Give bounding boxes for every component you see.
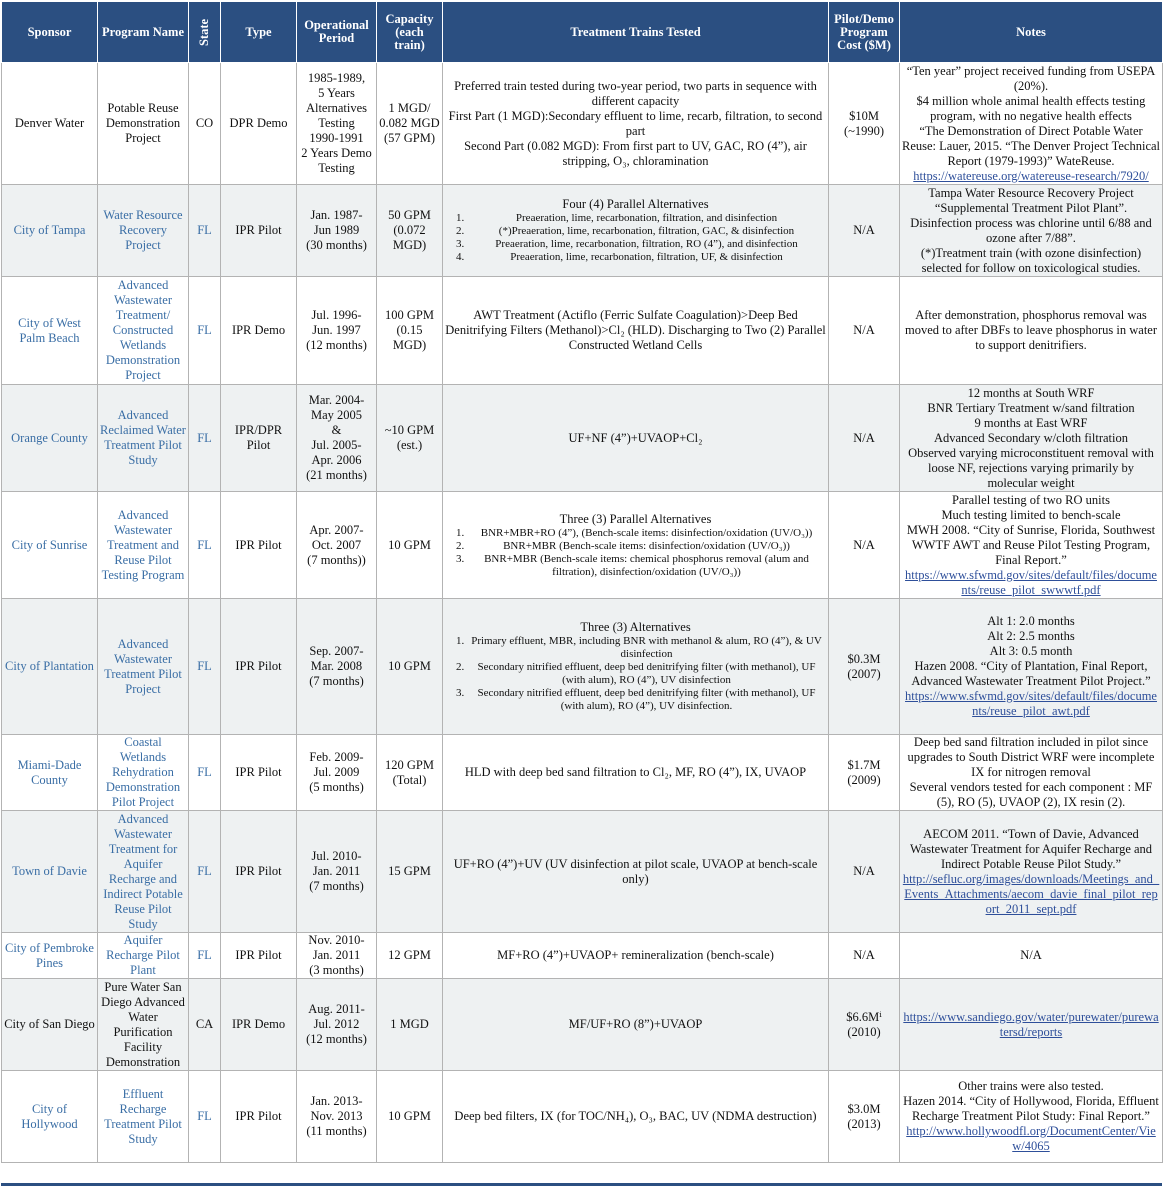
cell-program-name: Water Resource Recovery Project xyxy=(98,185,189,277)
cell-capacity: 1 MGD xyxy=(377,979,443,1071)
cell-treatment: MF/UF+RO (8”)+UVAOP xyxy=(443,979,829,1071)
table-bottom-rule xyxy=(1,1183,1162,1186)
cell-period: Apr. 2007- Oct. 2007 (7 months)) xyxy=(297,492,377,599)
cell-notes: After demonstration, phosphorus removal was moved to after DBFs to leave phosphorus in water to support denitrifiers. xyxy=(900,277,1163,385)
cell-treatment: Preferred train tested during two-year period, two parts in sequence with different capacity First Part (1 MGD):Secondary effluent to lime, recarb, filtration, to second part Second Part (0.082 MGD): From first part to UV, GAC, RO (4”), air stripping, O₃, chloramination xyxy=(443,63,829,185)
cell-program-name: Advanced Wastewater Treatment for Aquifer Recharge and Indirect Potable Reuse Pilot Study xyxy=(98,811,189,933)
cell-treatment: MF+RO (4”)+UVAOP+ remineralization (bench-scale) xyxy=(443,933,829,979)
cell-program-name: Advanced Wastewater Treatment/ Constructed Wetlands Demonstration Project xyxy=(98,277,189,385)
cell-cost: N/A xyxy=(829,385,900,492)
list-item: 2. BNR+MBR (Bench-scale items: disinfection/oxidation (UV/O₃)) xyxy=(467,540,826,553)
notes-link[interactable]: https://www.sandiego.gov/water/purewater/purewatersd/reports xyxy=(903,1009,1159,1039)
cell-program-name: Aquifer Recharge Pilot Plant xyxy=(98,933,189,979)
cell-state: FL xyxy=(189,385,221,492)
table-row xyxy=(2,63,1163,185)
header-type: Type xyxy=(221,2,297,63)
cell-treatment: UF+RO (4”)+UV (UV disinfection at pilot scale, UVAOP at bench-scale only) xyxy=(443,811,829,933)
cell-cost: $10M (~1990) xyxy=(829,63,900,185)
cell-notes: Tampa Water Resource Recovery Project “Supplemental Treatment Pilot Plant”. Disinfection process was chlorine until 6/88 and ozone after 7/88”. (*)Treatment train (with ozone disinfection) selected for follow on toxicological studies. xyxy=(900,185,1163,277)
cell-capacity: 12 GPM xyxy=(377,933,443,979)
cell-type: IPR Demo xyxy=(221,979,297,1071)
cell-program-name: Coastal Wetlands Rehydration Demonstration Pilot Project xyxy=(98,735,189,811)
cell-cost: N/A xyxy=(829,277,900,385)
cell-program-name: Effluent Recharge Treatment Pilot Study xyxy=(98,1071,189,1163)
table-row xyxy=(2,277,1163,385)
table-row xyxy=(2,1071,1163,1163)
cell-state: FL xyxy=(189,1071,221,1163)
cell-period: Feb. 2009- Jul. 2009 (5 months) xyxy=(297,735,377,811)
cell-sponsor: Miami-Dade County xyxy=(2,735,98,811)
cell-treatment: Three (3) Alternatives 1. Primary effluent, MBR, including BNR with methanol & alum, RO (4”), & UV disinfection 2. Secondary nitrified effluent, deep bed denitrifying filter (with methanol), UF (with alum), RO (4”), UV disinfection 3. Secondary nitrified effluent, deep bed denitrifying filter (with methanol), UF (with alum), RO (4”), UV disinfection. xyxy=(443,599,829,735)
header-cost: Pilot/Demo Program Cost ($M) xyxy=(829,2,900,63)
cell-type: IPR Pilot xyxy=(221,735,297,811)
table-row xyxy=(2,933,1163,979)
cell-state: FL xyxy=(189,277,221,385)
cell-state: FL xyxy=(189,599,221,735)
cell-notes: “Ten year” project received funding from USEPA (20%). $4 million whole animal health effects testing program, with no negative health effects “The Demonstration of Direct Potable Water Reuse: Lauer, 2015. “The Denver Project Technical Report (1979-1993)” WateReuse. https://watereuse.org/watereuse-research/7920/ xyxy=(900,63,1163,185)
list-item: 3. Secondary nitrified effluent, deep bed denitrifying filter (with methanol), UF (with alum), RO (4”), UV disinfection. xyxy=(467,687,826,713)
cell-notes: Alt 1: 2.0 months Alt 2: 2.5 months Alt 3: 0.5 month Hazen 2008. “City of Plantation, Final Report, Advanced Wastewater Treatment Pilot Project.” https://www.sfwmd.gov/sites/default/files/documents/reuse_pilot_awt.pdf xyxy=(900,599,1163,735)
notes-link[interactable]: https://www.sfwmd.gov/sites/default/files/documents/reuse_pilot_swwwtf.pdf xyxy=(905,567,1157,597)
cell-sponsor: City of Pembroke Pines xyxy=(2,933,98,979)
cell-program-name: Advanced Wastewater Treatment and Reuse Pilot Testing Program xyxy=(98,492,189,599)
cell-state: FL xyxy=(189,735,221,811)
cell-sponsor: City of Tampa xyxy=(2,185,98,277)
notes-link[interactable]: http://www.hollywoodfl.org/DocumentCenter/View/4065 xyxy=(906,1124,1156,1153)
cell-type: IPR Pilot xyxy=(221,811,297,933)
cell-period: Jul. 2010- Jan. 2011 (7 months) xyxy=(297,811,377,933)
cell-state: FL xyxy=(189,185,221,277)
cell-period: Jan. 2013- Nov. 2013 (11 months) xyxy=(297,1071,377,1163)
list-item: 3. BNR+MBR (Bench-scale items: chemical phosphorus removal (alum and filtration), disinfection/oxidation (UV/O₃)) xyxy=(467,553,826,579)
table-row xyxy=(2,185,1163,277)
list-item: 2. Secondary nitrified effluent, deep bed denitrifying filter (with methanol), UF (with alum), RO (4”), UV disinfection xyxy=(467,661,826,687)
list-item: 2. (*)Preaeration, lime, recarbonation, filtration, GAC, & disinfection xyxy=(467,225,826,238)
header-operational-period: Operational Period xyxy=(297,2,377,63)
cell-program-name: Advanced Reclaimed Water Treatment Pilot Study xyxy=(98,385,189,492)
cell-sponsor: Orange County xyxy=(2,385,98,492)
table-row xyxy=(2,385,1163,492)
cell-notes: N/A xyxy=(900,933,1163,979)
cell-capacity: 1 MGD/ 0.082 MGD (57 GPM) xyxy=(377,63,443,185)
cell-type: IPR Demo xyxy=(221,277,297,385)
cell-state: FL xyxy=(189,811,221,933)
header-treatment-trains: Treatment Trains Tested xyxy=(443,2,829,63)
cell-capacity: 15 GPM xyxy=(377,811,443,933)
table-row xyxy=(2,599,1163,735)
cell-cost: N/A xyxy=(829,492,900,599)
cell-sponsor: City of Plantation xyxy=(2,599,98,735)
cell-sponsor: City of Sunrise xyxy=(2,492,98,599)
cell-period: Nov. 2010- Jan. 2011 (3 months) xyxy=(297,933,377,979)
cell-cost: $3.0M (2013) xyxy=(829,1071,900,1163)
header-sponsor: Sponsor xyxy=(2,2,98,63)
cell-cost: N/A xyxy=(829,811,900,933)
table-row xyxy=(2,979,1163,1071)
cell-sponsor: City of San Diego xyxy=(2,979,98,1071)
list-item: 4. Preaeration, lime, recarbonation, filtration, UF, & disinfection xyxy=(467,251,826,264)
cell-notes: Parallel testing of two RO units Much testing limited to bench-scale MWH 2008. “City of Sunrise, Florida, Southwest WWTF AWT and Reuse Pilot Testing Program, Final Report.” https://www.sfwmd.gov/sites/default/files/documents/reuse_pilot_swwwtf.pdf xyxy=(900,492,1163,599)
cell-state: FL xyxy=(189,933,221,979)
cell-type: IPR Pilot xyxy=(221,599,297,735)
cell-period: Jul. 1996- Jun. 1997 (12 months) xyxy=(297,277,377,385)
header-capacity: Capacity (each train) xyxy=(377,2,443,63)
header-program-name: Program Name xyxy=(98,2,189,63)
notes-link[interactable]: https://www.sfwmd.gov/sites/default/files/documents/reuse_pilot_awt.pdf xyxy=(905,689,1157,718)
cell-cost: $6.6Mⁱ (2010) xyxy=(829,979,900,1071)
cell-treatment: Three (3) Parallel Alternatives 1. BNR+MBR+RO (4”), (Bench-scale items: disinfection/oxidation (UV/O₃)) 2. BNR+MBR (Bench-scale items: disinfection/oxidation (UV/O₃)) 3. BNR+MBR (Bench-scale items: chemical phosphorus removal (alum and filtration), disinfection/oxidation (UV/O₃)) xyxy=(443,492,829,599)
table-row xyxy=(2,735,1163,811)
cell-type: IPR Pilot xyxy=(221,492,297,599)
cell-capacity: 10 GPM xyxy=(377,492,443,599)
pilot-projects-table xyxy=(1,1,1163,1163)
list-item: 1. Primary effluent, MBR, including BNR with methanol & alum, RO (4”), & UV disinfection xyxy=(467,635,826,661)
cell-period: Aug. 2011- Jul. 2012 (12 months) xyxy=(297,979,377,1071)
cell-treatment: HLD with deep bed sand filtration to Cl₂, MF, RO (4”), IX, UVAOP xyxy=(443,735,829,811)
cell-treatment: Four (4) Parallel Alternatives 1. Preaeration, lime, recarbonation, filtration, and disinfection 2. (*)Preaeration, lime, recarbonation, filtration, GAC, & disinfection 3. Preaeration, lime, recarbonation, filtration, RO (4”), and disinfection 4. Preaeration, lime, recarbonation, filtration, UF, & disinfection xyxy=(443,185,829,277)
cell-cost: N/A xyxy=(829,185,900,277)
cell-capacity: ~10 GPM (est.) xyxy=(377,385,443,492)
cell-sponsor: City of West Palm Beach xyxy=(2,277,98,385)
notes-link[interactable]: https://watereuse.org/watereuse-research/7920/ xyxy=(913,168,1149,183)
list-item: 1. BNR+MBR+RO (4”), (Bench-scale items: disinfection/oxidation (UV/O₃)) xyxy=(467,527,826,540)
cell-sponsor: Town of Davie xyxy=(2,811,98,933)
cell-treatment: UF+NF (4”)+UVAOP+Cl₂ xyxy=(443,385,829,492)
list-item: 1. Preaeration, lime, recarbonation, filtration, and disinfection xyxy=(467,212,826,225)
cell-program-name: Advanced Wastewater Treatment Pilot Project xyxy=(98,599,189,735)
cell-notes: AECOM 2011. “Town of Davie, Advanced Wastewater Treatment for Aquifer Recharge and Indirect Potable Reuse Pilot Study.” http://sefluc.org/images/downloads/Meetings_and_Events_Attachments/aecom_davie_final_pilot_report_2011_sept.pdf xyxy=(900,811,1163,933)
list-item: 3. Preaeration, lime, recarbonation, filtration, RO (4”), and disinfection xyxy=(467,238,826,251)
cell-notes xyxy=(900,979,1163,1071)
cell-notes: Other trains were also tested. Hazen 2014. “City of Hollywood, Florida, Effluent Recharge Treatment Pilot Study: Final Report.” http://www.hollywoodfl.org/DocumentCenter/View/4065 xyxy=(900,1071,1163,1163)
cell-treatment: Deep bed filters, IX (for TOC/NH₄), O₃, BAC, UV (NDMA destruction) xyxy=(443,1071,829,1163)
cell-treatment: AWT Treatment (Actiflo (Ferric Sulfate Coagulation)>Deep Bed Denitrifying Filters (Methanol)>Cl₂ (HLD). Discharging to Two (2) Parallel Constructed Wetland Cells xyxy=(443,277,829,385)
cell-state: CA xyxy=(189,979,221,1071)
cell-period: Mar. 2004- May 2005 & Jul. 2005- Apr. 2006 (21 months) xyxy=(297,385,377,492)
cell-period: 1985-1989, 5 Years Alternatives Testing 1990-1991 2 Years Demo Testing xyxy=(297,63,377,185)
cell-type: IPR Pilot xyxy=(221,1071,297,1163)
cell-capacity: 100 GPM (0.15 MGD) xyxy=(377,277,443,385)
header-row xyxy=(2,2,1163,63)
cell-period: Jan. 1987- Jun 1989 (30 months) xyxy=(297,185,377,277)
cell-program-name: Potable Reuse Demonstration Project xyxy=(98,63,189,185)
cell-cost: $1.7M (2009) xyxy=(829,735,900,811)
cell-capacity: 120 GPM (Total) xyxy=(377,735,443,811)
cell-state: CO xyxy=(189,63,221,185)
cell-type: IPR Pilot xyxy=(221,933,297,979)
cell-sponsor: City of Hollywood xyxy=(2,1071,98,1163)
header-state: State xyxy=(189,2,221,63)
cell-capacity: 10 GPM xyxy=(377,599,443,735)
cell-cost: $0.3M (2007) xyxy=(829,599,900,735)
cell-notes: 12 months at South WRF BNR Tertiary Treatment w/sand filtration 9 months at East WRF Advanced Secondary w/cloth filtration Observed varying microconstituent removal with loose NF, rejections varying primarily by molecular weight xyxy=(900,385,1163,492)
cell-type: IPR Pilot xyxy=(221,185,297,277)
cell-notes: Deep bed sand filtration included in pilot since upgrades to South District WRF were incomplete IX for nitrogen removal Several vendors tested for each component : MF (5), RO (5), UVAOP (2), IX resin (2). xyxy=(900,735,1163,811)
cell-cost: N/A xyxy=(829,933,900,979)
cell-period: Sep. 2007- Mar. 2008 (7 months) xyxy=(297,599,377,735)
notes-link[interactable]: http://sefluc.org/images/downloads/Meetings_and_Events_Attachments/aecom_davie_final_pilot_report_2011_sept.pdf xyxy=(902,871,1160,916)
cell-state: FL xyxy=(189,492,221,599)
cell-capacity: 10 GPM xyxy=(377,1071,443,1163)
cell-sponsor: Denver Water xyxy=(2,63,98,185)
cell-type: IPR/DPR Pilot xyxy=(221,385,297,492)
cell-type: DPR Demo xyxy=(221,63,297,185)
table-row xyxy=(2,811,1163,933)
cell-program-name: Pure Water San Diego Advanced Water Purification Facility Demonstration xyxy=(98,979,189,1071)
cell-capacity: 50 GPM (0.072 MGD) xyxy=(377,185,443,277)
table-row xyxy=(2,492,1163,599)
header-notes: Notes xyxy=(900,2,1163,63)
